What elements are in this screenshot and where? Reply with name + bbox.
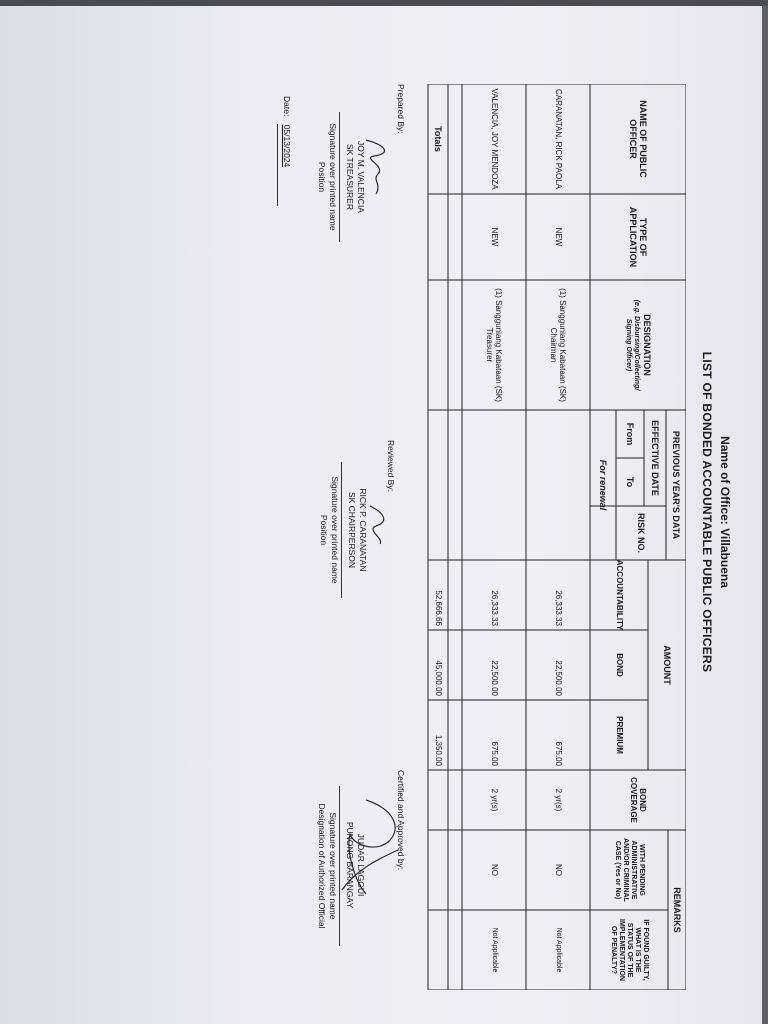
row1-type: NEW [553, 227, 563, 247]
prepared-caption-signature: Signature over printed name [328, 123, 338, 231]
prepared-position: SK TREASURER [344, 144, 355, 210]
row2-pending: NO [489, 864, 499, 876]
row2-penalty-status: Not Applicable [491, 927, 499, 973]
prepared-name: JOY M. VALENCIA [356, 141, 366, 213]
row1-penalty-status: Not Applicable [555, 927, 563, 973]
reviewed-by-label: Reviewed By: [386, 440, 396, 492]
col-header-bond: BOND [614, 653, 624, 677]
col-header-remarks: REMARKS [672, 887, 683, 933]
row1-pending: NO [553, 864, 563, 876]
row2-premium: 675.00 [489, 741, 499, 766]
certified-by-label: Certified and Approved by: [396, 770, 406, 871]
row1-coverage: 2 yr(s) [553, 788, 563, 812]
designation-hint: (e.g. Disbursing/Collecting/ Signing Officer) [624, 299, 640, 391]
col-header-premium: PREMIUM [614, 716, 624, 754]
col-header-for-renewal: For renewal [598, 459, 609, 511]
reviewed-name: RICK P. CARANATAN [358, 488, 368, 572]
col-header-penalty-status: IF FOUND GUILTY, WHAT IS THE STATUS OF THE IMPLEMENTATION OF PENALTY? [609, 919, 650, 981]
col-header-to: To [625, 476, 636, 488]
row2-designation: (1) Sangguniang Kabataan (SK) Treasurer [485, 288, 504, 402]
prepared-by-block [344, 122, 366, 232]
col-header-amount: AMOUNT [662, 645, 673, 685]
col-header-type: TYPE OF APPLICATION [628, 206, 649, 268]
reviewed-signature-line [341, 462, 342, 598]
col-header-previous-year: PREVIOUS YEAR'S DATA [671, 430, 682, 540]
certified-position: PUNONG BARANGAY [344, 821, 355, 909]
row2-accountability: 26,333.33 [489, 590, 499, 626]
row2-coverage: 2 yr(s) [489, 788, 499, 812]
row1-designation: (1) Sangguniang Kabataan (SK) Chairman [549, 288, 568, 402]
prepared-signature-line [339, 112, 340, 242]
col-header-bond-coverage: BOND COVERAGE [629, 777, 648, 823]
row1-bond: 22,500.00 [553, 660, 563, 696]
certified-caption-signature: Signature over printed name [328, 812, 338, 920]
prepared-captions [316, 112, 338, 242]
officers-table [426, 84, 686, 990]
date-label: Date: [282, 96, 292, 117]
date-line [277, 124, 278, 206]
col-header-effective-date: EFFECTIVE DATE [650, 420, 661, 496]
date-value: 05/13/2024 [282, 124, 292, 168]
total-premium: 1,350.00 [433, 734, 443, 766]
certified-captions [316, 776, 338, 956]
row1-premium: 675.00 [553, 741, 563, 766]
designation-label: DESIGNATION [642, 314, 653, 376]
col-header-from: From [625, 422, 636, 446]
totals-label: Totals [433, 126, 444, 152]
col-header-name: NAME OF PUBLIC OFFICER [628, 100, 649, 178]
reviewed-by-block [346, 470, 368, 590]
total-bond: 45,000.00 [433, 660, 443, 696]
document-title: LIST OF BONDED ACCOUNTABLE PUBLIC OFFICERS [700, 351, 714, 673]
reviewed-caption-position: Position [318, 514, 329, 546]
col-header-accountability: ACCOUNTABILITY [614, 559, 624, 631]
total-accountability: 52,666.66 [433, 590, 443, 626]
certified-caption-designation: Designation of Authorized Official [316, 803, 327, 929]
row1-accountability: 26,333.33 [553, 590, 563, 626]
row2-name: VALENCIA, JOY MENDOZA [489, 88, 499, 190]
col-header-pending-case: WITH PENDING ADMINISTRATIVE AND/OR CRIMINAL CASE (Yes or No) [613, 838, 646, 902]
office-name: Name of Office: Villabuena [718, 436, 732, 588]
row2-type: NEW [489, 227, 499, 247]
col-header-risk-no: RISK NO. [636, 512, 647, 553]
row2-bond: 22,500.00 [489, 660, 499, 696]
reviewed-captions [318, 462, 340, 598]
prepared-caption-position: Position [316, 161, 327, 193]
certified-name: JUDAR LAGGUI [356, 833, 366, 897]
reviewed-caption-signature: Signature over printed name [330, 476, 340, 584]
reviewed-position: SK CHAIRPERSON [346, 491, 357, 569]
certified-by-block [344, 800, 366, 930]
col-header-designation [590, 280, 686, 410]
row1-name: CARANATAN, RICK PAOLA [553, 88, 563, 190]
prepared-by-label: Prepared By: [396, 84, 406, 134]
prepared-date [281, 96, 292, 167]
certified-signature-line [339, 786, 340, 946]
